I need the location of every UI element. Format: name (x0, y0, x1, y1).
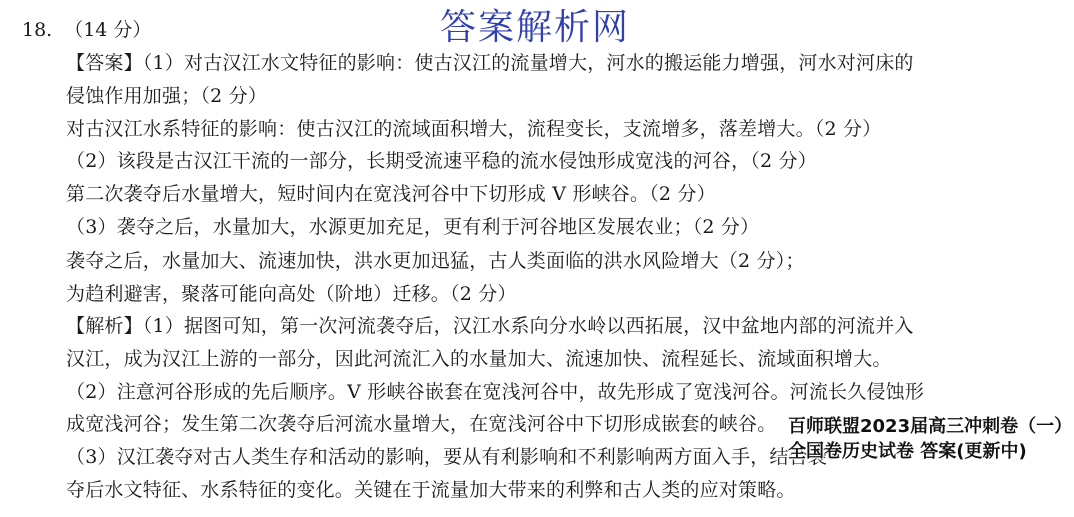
answer-line: （3）袭夺之后，水量加大，水源更加充足，更有利于河谷地区发展农业；（2 分） (66, 216, 760, 238)
analysis-line: 夺后水文特征、水系特征的变化。关键在于流量加大带来的利弊和古人类的应对策略。 (66, 479, 796, 501)
answer-line: 为趋利避害，聚落可能向高处（阶地）迁移。（2 分） (66, 283, 517, 305)
answer-line: （2）该段是古汉江干流的一部分，长期受流速平稳的流水侵蚀形成宽浅的河谷，（2 分） (66, 150, 817, 172)
analysis-line: 【解析】（1）据图可知，第一次河流袭夺后，汉江水系向分水岭以西拓展，汉中盆地内部的河流并入 (66, 315, 914, 337)
analysis-line: （3）汉江袭夺对古人类生存和活动的影响，要从有利影响和不利影响两方面入手，结合袭 (66, 446, 828, 468)
question-header (22, 18, 163, 42)
answer-line: 袭夺之后，水量加大、流速加快，洪水更加迅猛，古人类面临的洪水风险增大（2 分）； (66, 250, 805, 272)
answer-line: 【答案】（1）对古汉江水文特征的影响：使古汉江的流量增大，河水的搬运能力增强，河水对河床的 (66, 52, 914, 74)
analysis-line: （2）注意河谷形成的先后顺序。V 形峡谷嵌套在宽浅河谷中，故先形成了宽浅河谷。河流长久侵蚀形 (66, 381, 925, 403)
answer-line: 第二次袭夺后水量增大，短时间内在宽浅河谷中下切形成 V 形峡谷。（2 分） (66, 183, 716, 205)
answer-line: 侵蚀作用加强；（2 分） (66, 85, 268, 107)
question-points: （14 分） (64, 19, 152, 41)
analysis-line: 汉江，成为汉江上游的一部分，因此河流汇入的水量加大、流速加快、流程延长、流域面积增大。 (66, 348, 892, 370)
exam-title-watermark: 百师联盟2023届高三冲刺卷（一）全国卷历史试卷 答案(更新中) (788, 416, 1073, 462)
site-watermark: 答案解析网 (440, 7, 631, 48)
answer-line: 对古汉江水系特征的影响：使古汉江的流域面积增大，流程变长，支流增多，落差增大。（2 分） (66, 118, 882, 140)
question-number: 18. (22, 19, 53, 41)
analysis-line: 成宽浅河谷；发生第二次袭夺后河流水量增大，在宽浅河谷中下切形成嵌套的峡谷。 (66, 413, 777, 435)
